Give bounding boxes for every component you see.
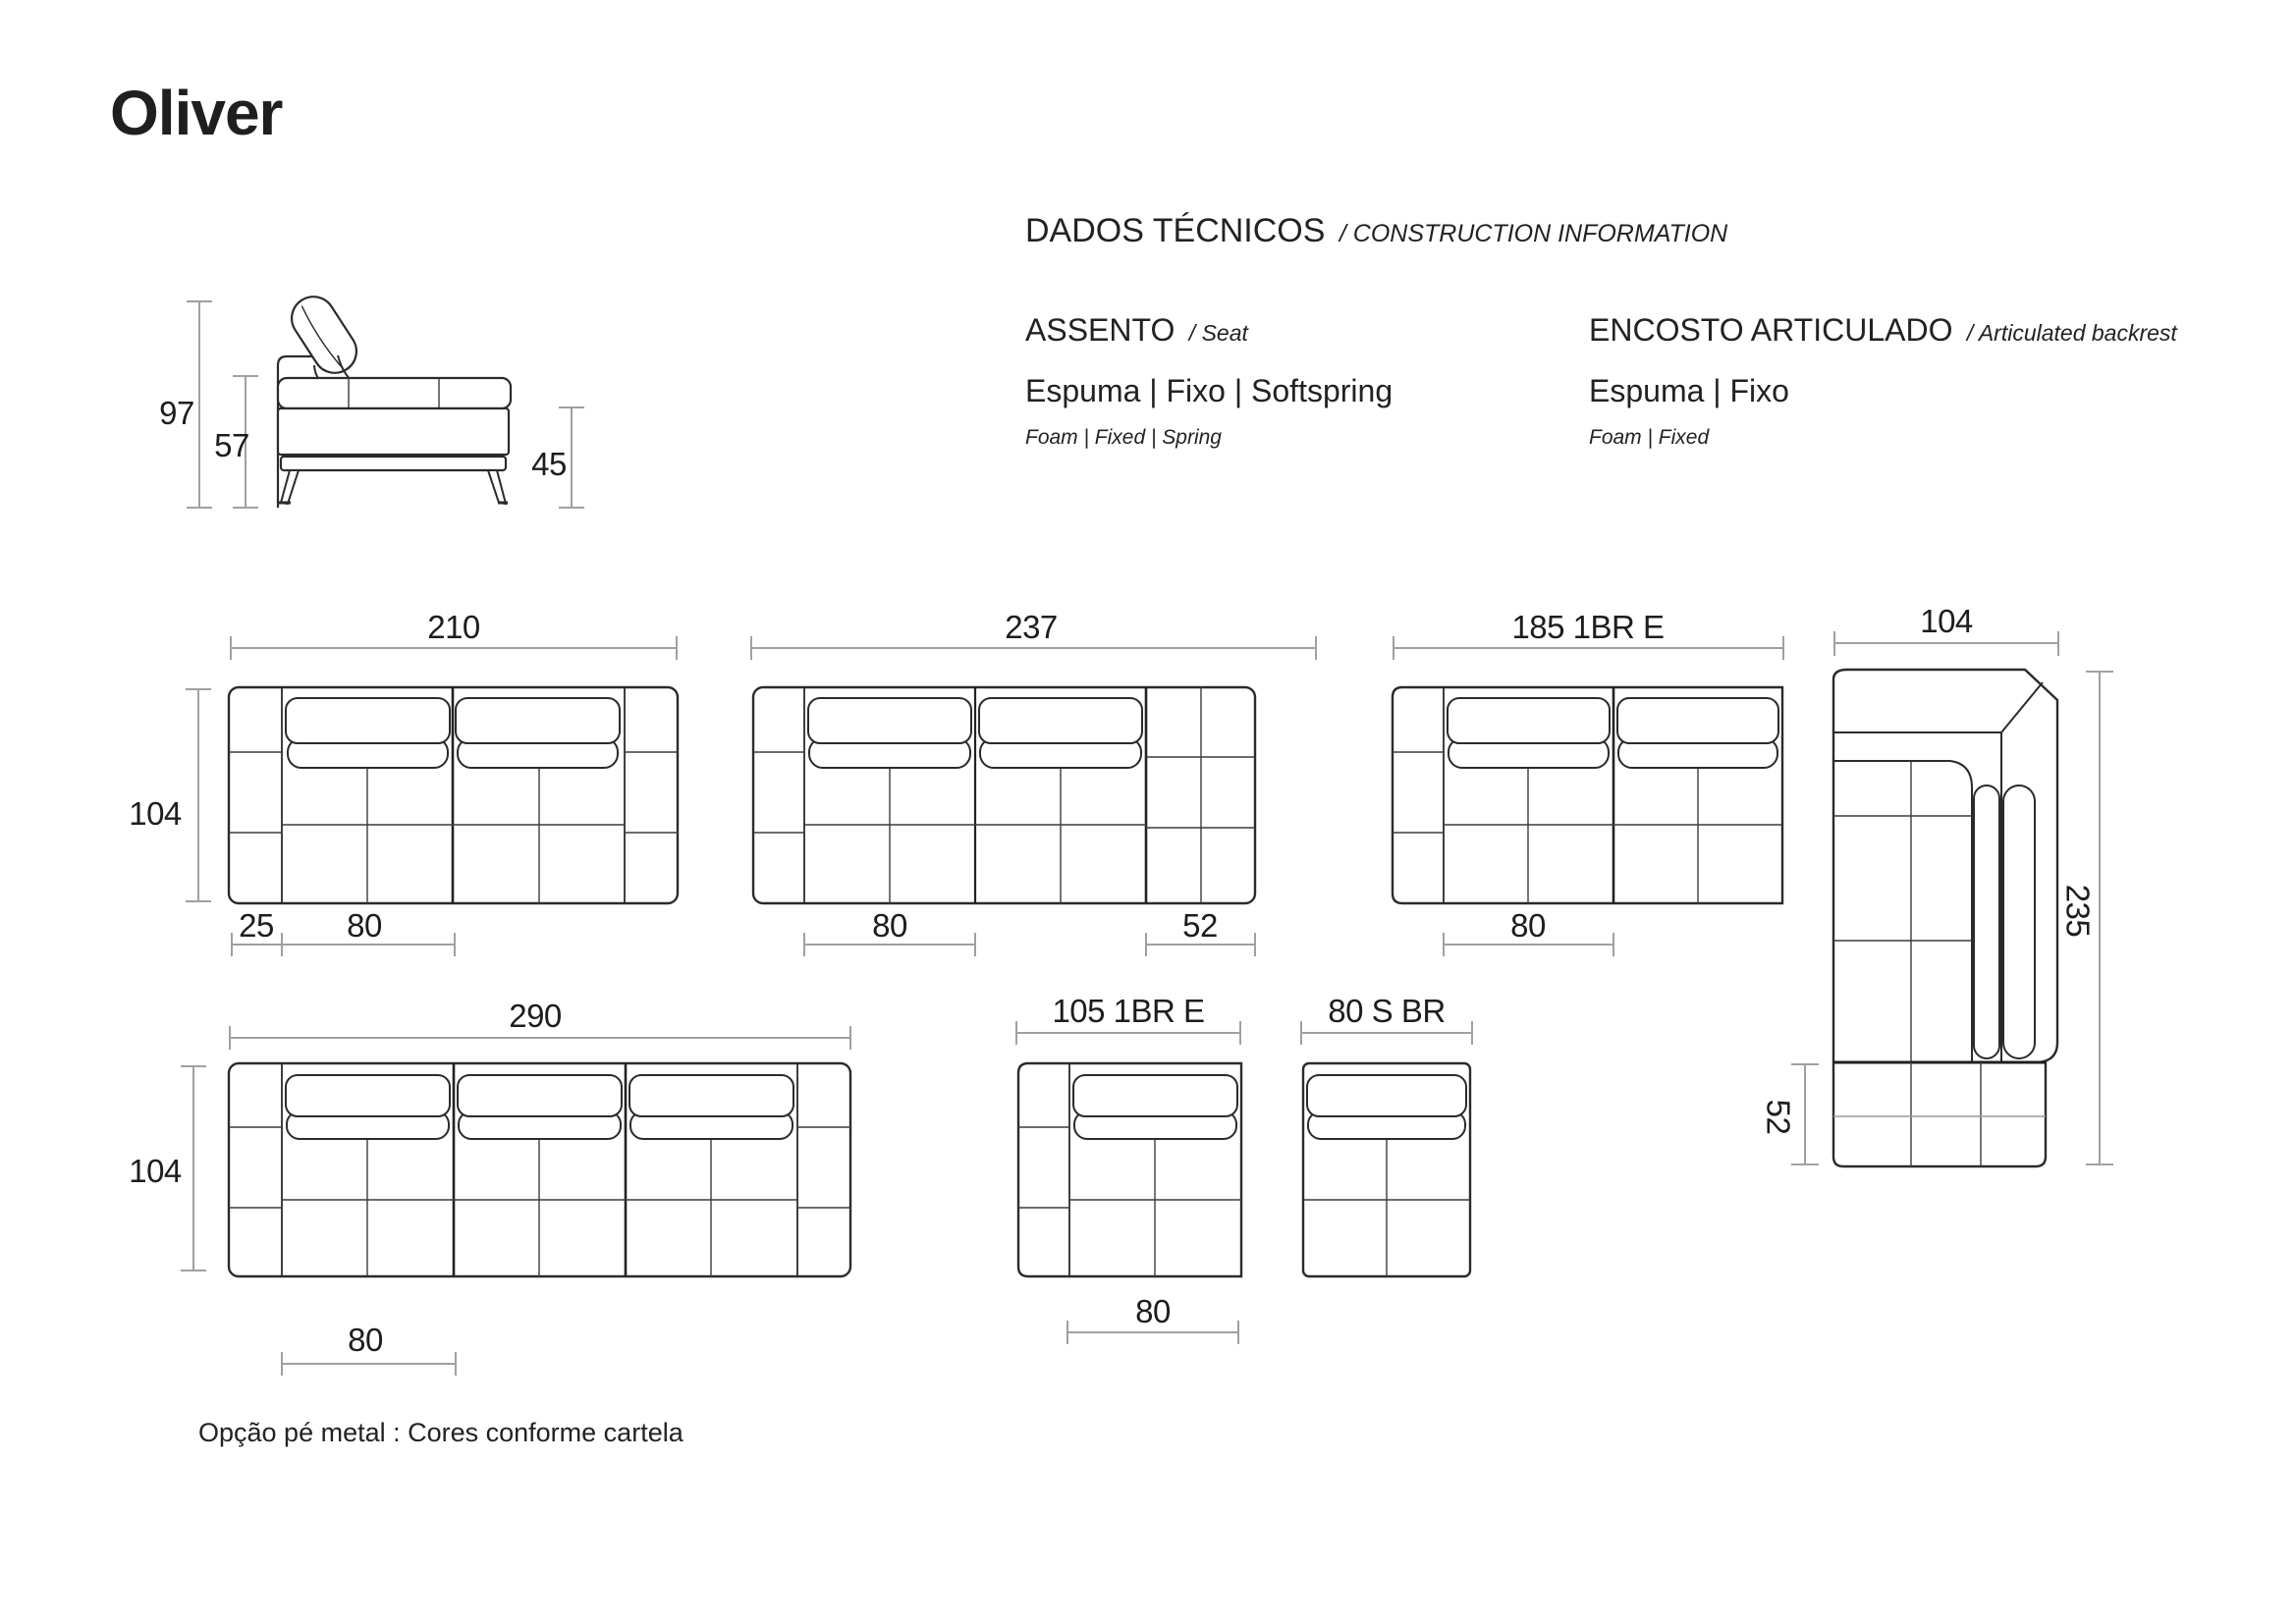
backrest-spec-en: Foam | Fixed [1589, 426, 1710, 449]
sofa-185-drawing [1393, 636, 1783, 956]
seat-section-title [1025, 312, 1248, 349]
dim-290-width: 290 [509, 998, 562, 1034]
dim-237-width: 237 [1005, 609, 1058, 645]
seat-spec-pt: Espuma | Fixo | Softspring [1025, 373, 1394, 408]
backrest-spec-pt: Espuma | Fixo [1589, 373, 1789, 408]
backrest-section-title [1589, 312, 2177, 349]
dim-210-arm: 25 [239, 907, 274, 944]
dim-corner-width: 104 [1920, 603, 1973, 639]
dim-290-seat: 80 [348, 1322, 383, 1358]
dim-210-width: 210 [427, 609, 480, 645]
dim-side-seat-height: 45 [531, 446, 567, 482]
tech-heading [1025, 212, 1727, 250]
dim-80sbr-width: 80 S BR [1328, 993, 1446, 1029]
tech-heading-en: / CONSTRUCTION INFORMATION [1339, 220, 1728, 247]
dim-side-total-height: 97 [159, 395, 194, 431]
dim-237-seat: 80 [872, 907, 907, 944]
tech-heading-pt: DADOS TÉCNICOS [1025, 212, 1326, 249]
footnote: Opção pé metal : Cores conforme cartela [198, 1418, 683, 1447]
seat-title-en: / Seat [1188, 320, 1248, 346]
dim-210-depth: 104 [129, 795, 182, 832]
dim-105-width: 105 1BR E [1052, 993, 1205, 1029]
module-80-drawing [1301, 1021, 1472, 1276]
seat-title-pt: ASSENTO [1025, 312, 1175, 348]
page-title: Oliver [110, 78, 283, 148]
dim-corner-base: 52 [1760, 1099, 1797, 1135]
dim-side-arm-height: 57 [214, 427, 249, 463]
seat-spec-en: Foam | Fixed | Spring [1025, 426, 1222, 449]
dim-corner-length: 235 [2059, 884, 2097, 938]
dim-210-seat: 80 [347, 907, 382, 944]
backrest-title-pt: ENCOSTO ARTICULADO [1589, 312, 1953, 348]
dim-290-depth: 104 [129, 1153, 182, 1189]
dim-237-end: 52 [1182, 907, 1218, 944]
backrest-title-en: / Articulated backrest [1966, 320, 2177, 346]
dim-185-seat: 80 [1510, 907, 1546, 944]
dim-185-width: 185 1BR E [1511, 609, 1665, 645]
sofa-290-drawing [181, 1026, 850, 1376]
dim-105-seat: 80 [1135, 1293, 1171, 1329]
